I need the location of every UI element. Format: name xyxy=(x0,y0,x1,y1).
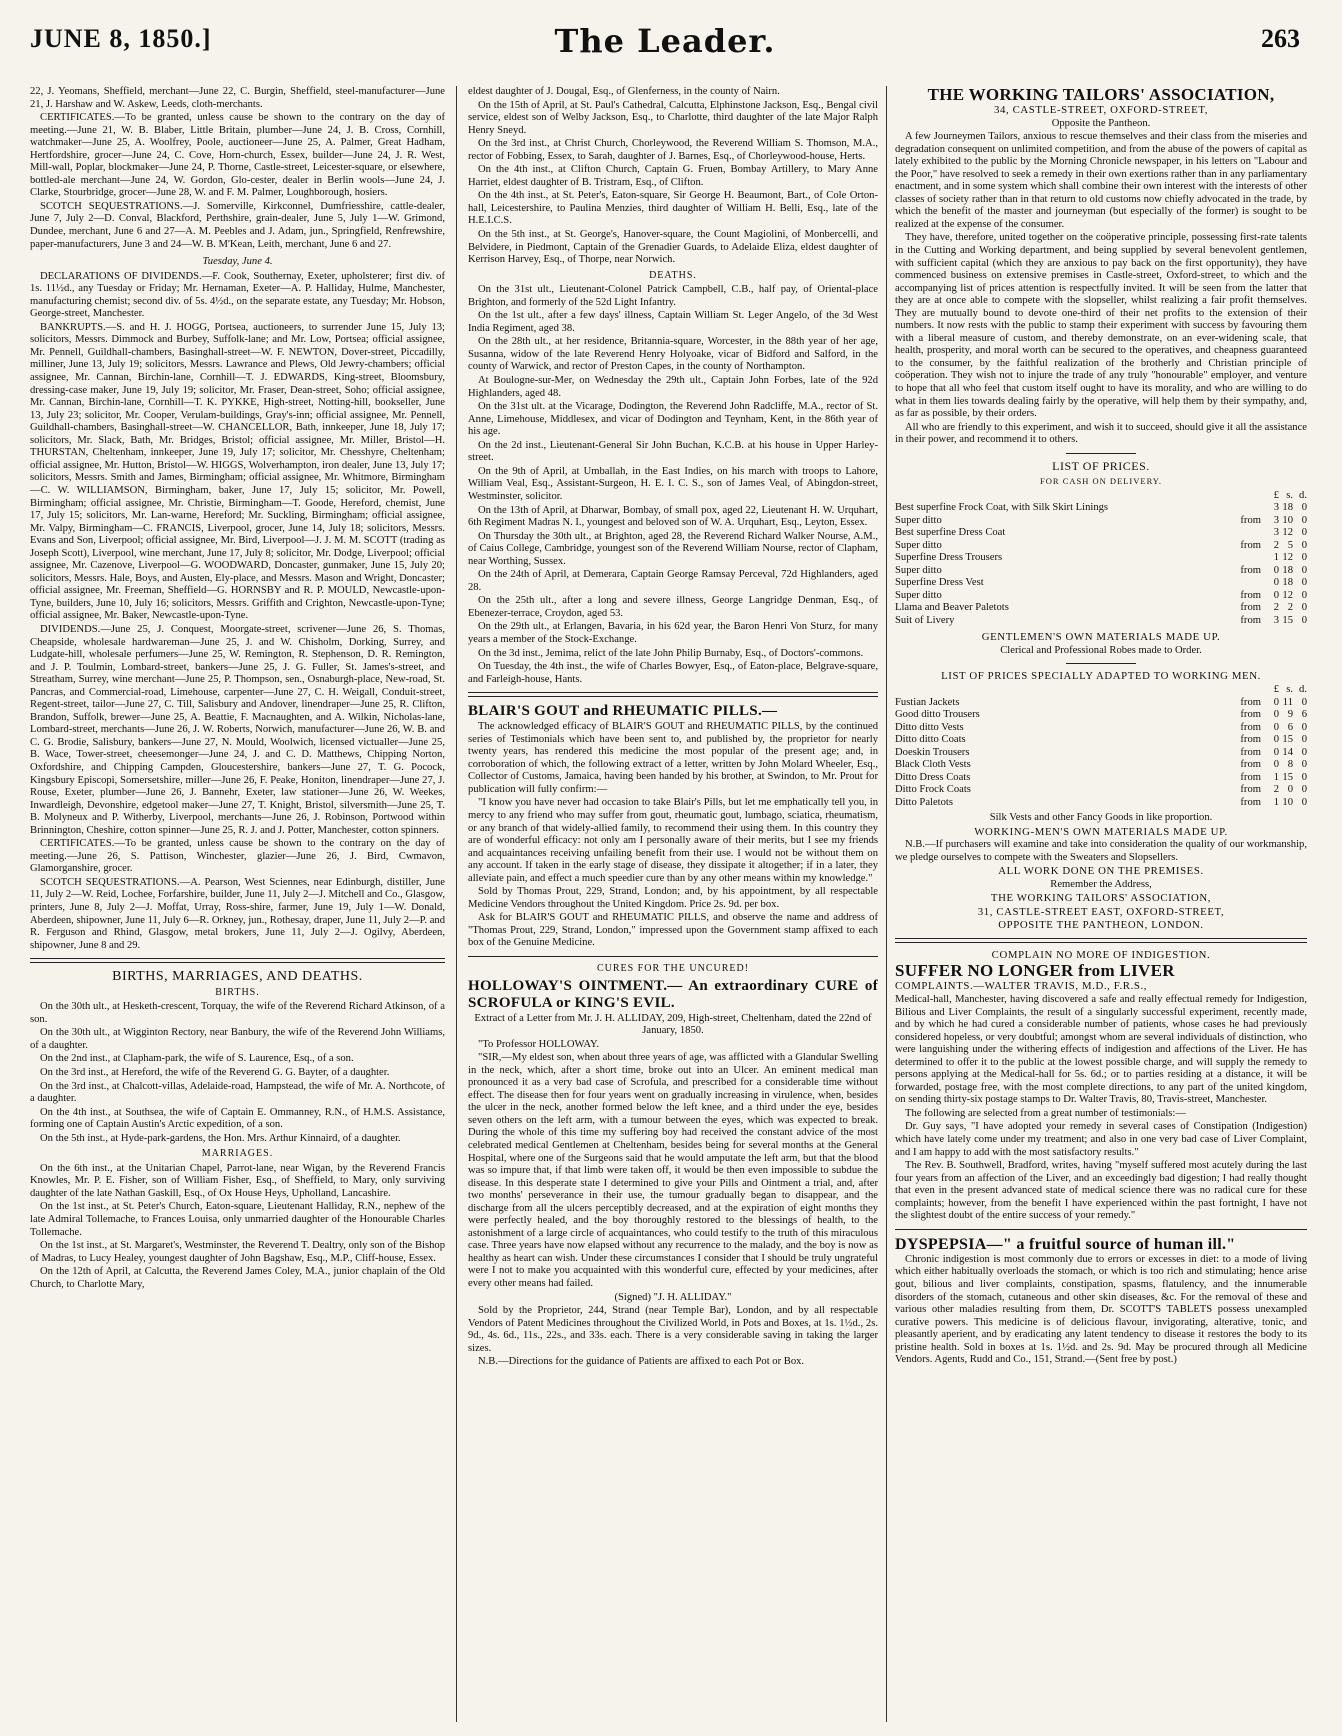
price-from: from xyxy=(1240,759,1261,770)
bankrupts-paragraph: BANKRUPTS.—S. and H. J. HOGG, Portsea, auctioneers, to surrender June 15, July 13; solicitors, Messrs. Dimmock and Burbey, Suffolk-lane; and Mr. Low, Portsea; official assignee, Mr. Pennell, Guildhall-chambers, Basinghall-street—W. F. NEWTON, Dover-street, Piccadilly, milliner, June 13, July 19; solicitors, Messrs. Lawrance and Plews, Old Jewry-chambers; official assignee, Mr. Cannan, Birchin-lane, Cornhill—T. J. EDWARDS, King-street, Bloomsbury, dressing-case maker, June 19, July 19; solicitor, Mr. Fraser, Dean-street, Soho; official assignee, Mr. Cannan, Birchin-lane, Cornhill—T. K. PYKKE, High-street, Notting-hill, bookseller, June 13, July 23; solicitor, Mr. Cooper, Verulam-buildings, Gray's-inn; official assignee, Mr. Pennell, Guildhall-chambers, Basinghall-street—W. CHANCELLOR, Bath, innkeeper, June 18, July 17; solicitors, Mr. Slack, Bath, Mr. Bridges, Bristol; official assignee, Mr. Miller, Bristol—H. THURSTAN, Cheltenham, innkeeper, June 19, July 17; solicitor, Mr. Chesshyre, Cheltenham; official assignee, Mr. Hutton, Bristol—W. HIGGS, Wolverhampton, iron dealer, June 13, July 17; solicitors, Messrs. Smith and James, Birmingham; official assignee, Mr. Whitmore, Birmingham—C. W. WILLIAMSON, Birmingham, baker, June 17, July 15; solicitor, Mr. Powell, Birmingham; official assignee, Mr. Christie, Birmingham—T. Goode, Hereford, chemist, June 17, July 15; solicitors, Mr. Lan-warne, Hereford; Mr. Suckling, Birmingham; official assignee, Mr. Valpy, Birmingham—C. FRANCIS, Liverpool, grocer, June 14, July 18; solicitors, Messrs. Evans and Son, Liverpool; official assignee, Mr. Bird, Liverpool—J. J. M. M. SCOTT (trading as Joseph Scott), Liverpool, wine merchant, June 17, July 8; solicitor, Mr. Dodge, Liverpool; official assignee, Mr. Cazenove, Liverpool—G. WOODWARD, Doncaster, gunmaker, June 15, July 20; solicitors, Messrs. Hale, Boys, and Austen, Ely-place, and Messrs. Mason and Wright, Doncaster; official assignee, Mr. Freeman, Sheffield—G. HORNSBY and R. P. MOULD, Newcastle-upon-Tyne, builders, June 10, July 16; solicitors, Messrs. Griffith and Crighton, Newcastle-upon-Tyne; official assignee, Mr. Baker, Newcastle-upon-Tyne. xyxy=(30,321,445,622)
death-notice: On the 31st ult., Lieutenant-Colonel Patrick Campbell, C.B., half pay, of Oriental-place Brighton, and formerly of the 52d Light Infantry. xyxy=(468,284,878,308)
price-pounds: 0 xyxy=(1273,709,1279,720)
price-row xyxy=(895,722,1307,735)
scotch-sequestrations-paragraph: SCOTCH SEQUESTRATIONS.—A. Pearson, West Sciennes, near Edinburgh, distiller, June 11, July 2—W. Reid, Lochee, Forfarshire, builder, June 11, July 2—J. Mitchell and Co., Glasgow, printers, June 8, July 2—J. Moffat, Urray, Ross-shire, farmer, June 19, July 1—W. Donald, Aberdeen, shipowner, June 11, July 6—R. Orkney, jun., Rothesay, draper, June 11, July 2—P. and R. Ferguson and Rhind, Glasgow, metal brokers, June 11, July 2—J. Ogilvy, Aberdeen, shipowner, June 8 and 29. xyxy=(30,876,445,951)
certificates-paragraph: CERTIFICATES.—To be granted, unless cause be shown to the contrary on the day of meeting.—June 21, W. B. Blaber, Little Britain, plumber—June 24, J. B. Cross, Cornhill, watchmaker—June 25, A. Woolfrey, Poole, auctioneer—June 25, A. Palmer, Great Hadham, Hertfordshire, grocer—June 24, C. Cove, Horn-church, Essex, builder—June 24, J. R. West, Mill-wall, Poplar, blockmaker—June 24, P. Thorne, Castle-street, Leicester-square, or elsewhere, bottled-ale merchant—June 24, W. Gordon, Glo-cester, dealer in Berlin wools—June 24, J. Clarke, Stourbridge, grocer—June 28, W. and F. M. Palmer, Loughborough, hosiers. xyxy=(30,112,445,199)
price-item: Superfine Dress Trousers xyxy=(895,552,1003,564)
liver-advert-subheading: COMPLAINTS.—WALTER TRAVIS, M.D., F.R.S., xyxy=(895,980,1148,993)
price-item: Super ditto xyxy=(895,564,942,576)
short-rule xyxy=(1066,453,1136,454)
newspaper-title: The Leader. xyxy=(554,22,776,60)
dyspepsia-advert-heading: DYSPEPSIA—" a fruitful source of human ill." xyxy=(895,1235,1236,1253)
death-notice: At Boulogne-sur-Mer, on Wednesday the 29th ult., Captain John Forbes, late of the 92d Highlanders, aged 48. xyxy=(468,375,878,399)
price-row xyxy=(895,759,1307,772)
death-notice: On the 3d inst., Jemima, relict of the late John Philip Burnaby, Esq., of Doctors'-commons. xyxy=(478,647,864,659)
births-heading: BIRTHS. xyxy=(215,986,260,998)
price-pence: 0 xyxy=(1301,514,1307,526)
marriage-notice: On the 12th of April, at Calcutta, the Reverend James Coley, M.A., junior chaplain of the Old Church, to Charlotte Mary, xyxy=(30,1266,445,1290)
price-pounds: 0 xyxy=(1273,759,1279,770)
price-pounds: 0 xyxy=(1273,589,1279,601)
price-header-row xyxy=(895,490,1307,503)
price-item: Superfine Dress Vest xyxy=(895,577,984,589)
price-list-heading: LIST OF PRICES. xyxy=(1052,458,1150,473)
price-shillings: 10 xyxy=(1282,514,1293,526)
price-shillings: 14 xyxy=(1282,746,1293,758)
price-shillings: 5 xyxy=(1287,539,1293,551)
advert-rule xyxy=(468,956,878,957)
price-row xyxy=(895,602,1307,615)
price-item: Black Cloth Vests xyxy=(895,759,971,770)
price-from: from xyxy=(1240,796,1261,808)
holloway-extract: Extract of a Letter from Mr. J. H. ALLIDAY, 209, High-street, Cheltenham, dated the 22nd of January, 1850. xyxy=(474,1012,872,1037)
blair-advert-heading: BLAIR'S GOUT and RHEUMATIC PILLS.— xyxy=(468,703,778,720)
price-row xyxy=(895,552,1307,565)
price-pence: 0 xyxy=(1301,577,1307,589)
short-rule xyxy=(1066,663,1136,664)
liver-advert-text: Medical-hall, Manchester, having discovered a safe and really effectual remedy for Indigestion, Bilious and Liver Complaints, the result of a singularly successful experiment, recently made, and by which he had cured a considerable number of patients, whose cases he had previously considered hopeless, or very doubtful; amongst whom are several individuals of distinction, who were languishing under the withering effects of indigestion and affections of the Liver. He has determined to offer it to the public at the lowest possible charge, and will supply the remedy to persons applying at the Medical-hall for 5s. 6d.; or to parties residing at a distance, it will be forwarded, postage free, with the most complete directions, to any part of the united kingdom, on sending thirty-six postage stamps to Dr. Walter Travis, 80, Travis-street, Manchester. xyxy=(895,994,1307,1106)
column-3 xyxy=(895,86,1307,1722)
working-price-heading: LIST OF PRICES SPECIALLY ADAPTED TO WORKING MEN. xyxy=(941,670,1261,683)
death-notice: On the 25th ult., after a long and severe illness, George Langridge Denman, Esq., of Ebenezer-terrace, Croydon, aged 53. xyxy=(468,595,878,619)
birth-notice: On the 2nd inst., at Clapham-park, the wife of S. Laurence, Esq., of a son. xyxy=(40,1053,354,1065)
price-col-header: s. xyxy=(1286,684,1293,695)
price-row xyxy=(895,709,1307,722)
marriage-notice: On the 1st inst., at St. Margaret's, Westminster, the Reverend T. Dealtry, only son of the Bishop of Madras, to Lucy Healey, youngest daughter of John Bagshaw, Esq., M.P., Cliff-house, Essex. xyxy=(30,1240,445,1264)
price-row xyxy=(895,615,1307,628)
price-from: from xyxy=(1240,734,1261,745)
price-item: Best superfine Frock Coat, with Silk Skirt Linings xyxy=(895,502,1109,514)
price-row xyxy=(895,527,1307,540)
price-shillings: 12 xyxy=(1282,527,1293,539)
price-from: from xyxy=(1240,709,1261,720)
price-from: from xyxy=(1240,589,1261,601)
price-from: from xyxy=(1240,784,1261,795)
remember-address: Remember the Address, xyxy=(1050,878,1152,890)
address-line: 31, CASTLE-STREET EAST, OXFORD-STREET, xyxy=(977,905,1225,918)
price-pounds: 0 xyxy=(1273,746,1279,758)
address-line: THE WORKING TAILORS' ASSOCIATION, xyxy=(990,892,1212,905)
price-shillings: 12 xyxy=(1282,589,1293,601)
column-rule xyxy=(886,86,887,1722)
price-from: from xyxy=(1240,602,1261,614)
price-row xyxy=(895,772,1307,785)
address-line: OPPOSITE THE PANTHEON, LONDON. xyxy=(998,919,1204,932)
price-item: Best superfine Dress Coat xyxy=(895,527,1006,539)
price-from xyxy=(1227,502,1265,515)
holloway-salutation: "To Professor HOLLOWAY. xyxy=(478,1038,599,1050)
price-shillings: 18 xyxy=(1282,502,1293,514)
price-col-header: d. xyxy=(1299,684,1307,695)
price-from: from xyxy=(1240,696,1261,708)
price-row xyxy=(895,697,1307,710)
testimonial: Dr. Guy says, "I have adopted your remedy in several cases of Constipation (Indigestion) which have lately come under my treatment; and also in one very bad case of Liver Complaint, and I am happy to add with the most satisfactory results." xyxy=(895,1121,1307,1158)
price-pence: 0 xyxy=(1301,771,1307,783)
price-col-header: £ xyxy=(1273,489,1279,501)
price-from: from xyxy=(1240,564,1261,576)
price-from xyxy=(1227,527,1265,540)
liver-advert-heading: SUFFER NO LONGER from LIVER xyxy=(895,961,1175,981)
price-pounds: 3 xyxy=(1273,527,1279,539)
price-from: from xyxy=(1240,614,1261,626)
price-pounds: 0 xyxy=(1273,564,1279,576)
price-shillings: 10 xyxy=(1282,796,1293,808)
certificates-paragraph: CERTIFICATES.—To be granted, unless cause be shown to the contrary on the day of meeting.—June 26, S. Pattison, Winchester, glazier—June 26, J. Bird, Cwmavon, Glamorganshire, grocer. xyxy=(30,838,445,875)
indigestion-heading: COMPLAIN NO MORE OF INDIGESTION. xyxy=(991,948,1211,961)
marriage-notice: On the 6th inst., at the Unitarian Chapel, Parrot-lane, near Wigan, by the Reverend Francis Knowles, Mr. P. E. Fisher, son of William Fisher, Esq., of Sheffield, to Mary, only surviving daughter of the late Nathan Gaskill, Esq., of Ox House Heys, Upholland, Lancashire. xyxy=(30,1162,445,1199)
price-pounds: 2 xyxy=(1273,539,1279,551)
holloway-sold: Sold by the Proprietor, 244, Strand (near Temple Bar), London, and by all respectable Vendors of Patent Medicines throughout the Civilized World, in Pots and Boxes, at 1s. 1½d., 2s. 9d., 4s. 6d., 11s., 22s., and 33s. each. There is a very considerable saving in taking the larger sizes. xyxy=(468,1305,878,1354)
price-pounds: 3 xyxy=(1273,614,1279,626)
section-rule xyxy=(30,958,445,963)
price-row xyxy=(895,540,1307,553)
price-pounds: 1 xyxy=(1273,771,1279,783)
birth-notice: On the 3rd inst., at Hereford, the wife of the Reverend G. G. Bayter, of a daughter. xyxy=(40,1067,390,1079)
price-shillings: 8 xyxy=(1287,759,1293,770)
price-pounds: 2 xyxy=(1273,602,1279,614)
column-rule xyxy=(456,86,457,1722)
price-pounds: 0 xyxy=(1273,734,1279,745)
price-from: from xyxy=(1240,721,1261,733)
death-notice: On Thursday the 30th ult., at Brighton, aged 28, the Reverend Richard Walker Nourse, A.M., of Caius College, Cambridge, youngest son of the Reverend William Nourse, rector of Clapham, near Worthing, Sussex. xyxy=(468,530,878,567)
masthead xyxy=(30,22,1300,58)
price-shillings: 18 xyxy=(1282,577,1293,589)
birth-notice: On the 30th ult., at Wigginton Rectory, near Banbury, the wife of the Reverend John Williams, of a daughter. xyxy=(30,1027,445,1051)
cures-heading: CURES FOR THE UNCURED! xyxy=(596,963,750,974)
price-pence: 0 xyxy=(1301,746,1307,758)
price-pence: 0 xyxy=(1301,502,1307,514)
price-pence: 0 xyxy=(1301,602,1307,614)
section-heading: BIRTHS, MARRIAGES, AND DEATHS. xyxy=(112,969,363,985)
blair-advert-quote: "I know you have never had occasion to take Blair's Pills, but let me emphatically tell you, in mercy to any friend who may suffer from gout, rheumatic gout, lumbago, sciatica, rheumatism, or any branch of that widely-allied family, to recommend their using them. In this country they are of wonderful efficacy: not only am I personally aware of their merits, but I see my friends and acquaintances receiving unfailing benefit from their use. I would not be without them on any account. If taken in the early stage of disease, they dissipate it altogether; if in a later, they alleviate pain, and effect a much speedier cure than by any other means within my knowledge." xyxy=(468,797,878,884)
price-pence: 0 xyxy=(1301,696,1307,708)
price-pence: 0 xyxy=(1301,564,1307,576)
price-from: from xyxy=(1240,539,1261,551)
issue-date: JUNE 8, 1850.] xyxy=(30,24,212,53)
price-pence: 0 xyxy=(1301,614,1307,626)
price-pence: 0 xyxy=(1301,552,1307,564)
price-row xyxy=(895,590,1307,603)
price-item: Ditto Dress Coats xyxy=(895,771,971,783)
testimonial: The Rev. B. Southwell, Bradford, writes, having "myself suffered most acutely during the last four years from an affection of the Liver, and an exceedingly bad digestion; I had really thought that even in the present advanced state of medical science there was no radical cure for these complaints; however, from the benefit I have experienced within the past fortnight, I have not the slightest doubt of the entire success of your remedy." xyxy=(895,1160,1307,1222)
price-from: from xyxy=(1240,771,1261,783)
birth-notice: On the 5th inst., at Hyde-park-gardens, the Hon. Mrs. Arthur Kinnaird, of a daughter. xyxy=(40,1132,401,1144)
silk-vests-note: Silk Vests and other Fancy Goods in like proportion. xyxy=(989,812,1213,823)
death-notice: On Tuesday, the 4th inst., the wife of Charles Bowyer, Esq., of Eaton-place, Belgrave-square, and Farleigh-house, Hants. xyxy=(468,661,878,685)
deaths-heading: DEATHS. xyxy=(649,269,697,281)
blair-advert-text: The acknowledged efficacy of BLAIR'S GOUT and RHEUMATIC PILLS, by the continued series of Testimonials which have been sent to, and published by, the proprietor for nearly twenty years, has rendered this medicine the most popular of the present age; and, in corroboration of which, the following extract of a letter, written by John Molard Wheeler, Esq., Collector of Customs, Jamaica, having been handed by his brother, at Swindon, to Mr. Prout for publication will fully confirm:— xyxy=(468,721,878,795)
advert-rule xyxy=(895,938,1307,943)
holloway-advert-heading: HOLLOWAY'S OINTMENT.— An extraordinary CURE of SCROFULA or KING'S EVIL. xyxy=(468,977,878,1011)
price-row xyxy=(895,747,1307,760)
column-1 xyxy=(30,86,445,1722)
death-notice: On the 2d inst., Lieutenant-General Sir John Buchan, K.C.B. at his house in Upper Harley-street. xyxy=(468,439,878,464)
gentlemen-materials: GENTLEMEN'S OWN MATERIALS MADE UP. xyxy=(981,631,1221,644)
price-shillings: 0 xyxy=(1287,784,1293,795)
price-col-header: £ xyxy=(1273,684,1279,695)
marriage-notice: On the 4th inst., at St. Peter's, Eaton-square, Sir George H. Beaumont, Bart., of Cole Orton-hall, Leicestershire, to Paulina Menzies, third daughter of William H. Belli, Esq., late of the H.E.I.C.S. xyxy=(468,190,878,227)
blair-advert-sold: Sold by Thomas Prout, 229, Strand, London; and, by his appointment, by all respectable Medicine Vendors throughout the United Kingdom. Price 2s. 9d. per box. xyxy=(468,886,878,910)
marriage-notice: On the 15th of April, at St. Paul's Cathedral, Calcutta, Elphinstone Jackson, Esq., Bengal civil service, eldest son of Welby Jackson, Esq., to Charlotte, third daughter of the late Major Ralph Henry Sneyd. xyxy=(468,99,878,136)
price-pence: 0 xyxy=(1301,784,1307,795)
price-col-header: d. xyxy=(1299,489,1307,501)
dyspepsia-advert-text: Chronic indigestion is most commonly due to errors or excesses in diet: to a mode of living which either habitually overloads the stomach, or which is too rich and stimulating; hence arise gout, bilious and liver complaints, constipation, spasms, flatulency, and the innumerable disorders of the stomach, cutaneous and other skin diseases, &c. For the removal of these and various other maladies resulting from them, Dr. SCOTT'S TABLETS possess unexampled curative powers. This medicine is of delicious flavour, invigorating, alterative, tonic, and pleasantly aperient, and by eradicating any latent tendency to disease it restores the body to its pristine health. Sold in boxes at 1s. 1½d. and 2s. 9d. May be procured through all Medicine Vendors. Agents, Rudd and Co., 151, Strand.—(Sent free by post.) xyxy=(895,1253,1307,1366)
price-item: Super ditto xyxy=(895,539,942,551)
death-notice: On the 28th ult., at her residence, Britannia-square, Worcester, in the 88th year of her age, Susanna, widow of the late Reverend Henry Holyoake, vicar of Bidford and Salford, in the county of Warwick, and rector of Preston Capes, in the county of Northampton. xyxy=(468,336,878,373)
column-2 xyxy=(468,86,878,1722)
price-pounds: 3 xyxy=(1273,502,1279,514)
price-pounds: 0 xyxy=(1273,721,1279,733)
price-row xyxy=(895,797,1307,810)
working-price-table xyxy=(895,684,1307,809)
price-pence: 0 xyxy=(1301,539,1307,551)
holloway-letter: "SIR,—My eldest son, when about three years of age, was afflicted with a Glandular Swelling in the neck, which, after a short time, broke out into an Ulcer. An eminent medical man pronounced it as a very bad case of Scrofula, and prescribed for a considerable time without effect. The disease then for four years went on gradually increasing in virulence, when, besides the ulcer in the neck, another formed below the left knee, and a third under the eye, besides seven others on the left arm, with a tumour between the eyes, which was expected to break. During the whole of this time my suffering boy had received the constant advice of the most celebrated medical Gentlemen at Cheltenham, besides being for several months at the General Hospital, where one of the Surgeons said that he would amputate the left arm, but that the blood was so impure that, if that limb were taken off, it would be then even impossible to subdue the disease. In this desperate state I determined to give your Pills and Ointment a trial, and, after two months' perseverance in their use, the tumour gradually began to disappear, and the discharge from all the ulcers perceptibly decreased, and at the expiration of eight months they were perfectly healed, and the boy thoroughly restored to the blessings of health, to the astonishment of a large circle of acquaintances, who could testify to the truth of this miraculous case. Three years have now elapsed without any recurrence to the malady, and the boy is now as healthy as heart can wish. Under these circumstances I consider that I should be truly ungrateful were I not to make you acquainted with this wonderful cure, effected by your medicines, after every other means had failed. xyxy=(468,1052,878,1290)
price-item: Ditto ditto Coats xyxy=(895,734,966,745)
price-from xyxy=(1227,552,1265,565)
date-subheading: Tuesday, June 4. xyxy=(202,256,273,268)
tailors-opposite: Opposite the Pantheon. xyxy=(1051,117,1151,129)
price-shillings: 15 xyxy=(1282,734,1293,745)
marriages-heading: MARRIAGES. xyxy=(201,1148,274,1160)
price-row xyxy=(895,577,1307,590)
price-item: Ditto Paletots xyxy=(895,796,953,808)
death-notice: On the 24th of April, at Demerara, Captain George Ramsay Perceval, 72d Highlanders, aged 28. xyxy=(468,569,878,593)
gazette-paragraph: 22, J. Yeomans, Sheffield, merchant—June 22, C. Burgin, Sheffield, steel-manufacturer—June 21, J. Harshaw and W. Askew, Leeds, cloth-merchants. xyxy=(30,86,445,110)
price-shillings: 9 xyxy=(1287,709,1293,720)
price-table xyxy=(895,490,1307,628)
price-shillings: 2 xyxy=(1287,602,1293,614)
death-notice: On the 29th ult., at Erlangen, Bavaria, in his 62d year, the Baron Henri Von Sturz, for many years a member of the Stock-Exchange. xyxy=(468,621,878,645)
death-notice: On the 13th of April, at Dharwar, Bombay, of small pox, aged 22, Lieutenant H. W. Urquhart, 6th Regiment Madras N. I., youngest and beloved son of W. A. Urquhart, Esq., Leyton, Essex. xyxy=(468,504,878,529)
price-pounds: 0 xyxy=(1273,696,1279,708)
price-shillings: 18 xyxy=(1282,564,1293,576)
price-shillings: 11 xyxy=(1282,696,1293,708)
price-item: Super ditto xyxy=(895,514,942,526)
marriage-notice: On the 5th inst., at St. George's, Hanover-square, the Count Magiolini, of Monbercelli, and Belvidere, in Piedmont, Captain of the Grenadier Guards, to Adelaide Eliza, eldest daughter of Kerrison Harvey, Esq., of Thorpe, near Norwich. xyxy=(468,229,878,266)
price-shillings: 12 xyxy=(1282,552,1293,564)
clerical-robes: Clerical and Professional Robes made to Order. xyxy=(1000,644,1202,656)
price-pounds: 1 xyxy=(1273,552,1279,564)
price-item: Super ditto xyxy=(895,589,942,601)
birth-notice: On the 3rd inst., at Chalcott-villas, Adelaide-road, Hampstead, the wife of Mr. A. Northcote, of a daughter. xyxy=(30,1080,445,1105)
page-number: 263 xyxy=(1261,24,1300,53)
tailors-paragraph: They have, therefore, united together on the coöperative principle, possessing first-rate talents in the Cutting and Working department, and being supplied by several benevolent gentlemen, with sufficient capital (which they are anxious to pay back on the first opportunity), they have commenced business on extensive premises in Castle-street, Oxford-street, to which and the accompanying list of prices attention is respectfully invited. It will be seen from the latter that they are at once able to compete with the slopseller, whilst realizing a fair profit themselves. They are mutually bound to devote one-third of their net profits to the extension of their numbers. It now rests with the public to stamp their experiment with success by favouring them with a liberal measure of custom, and thereby demonstrate, on an ever-widening scale, that health, prosperity, and moral worth can be secured to the operatives, and cheapness guaranteed to the consumer, by the faithful realization of the brotherly and Christian principle of coöperation. They wish not to injure the trade of any truly "honourable" employer, and venture to hope that all who feel that custom itself ought to have its morality, and who are willing to do what in them lies towards dealing fairly by the operative, will help them by their sympathy, and, as far as possible, by their orders. xyxy=(895,232,1307,420)
price-row xyxy=(895,515,1307,528)
price-pence: 6 xyxy=(1301,709,1307,720)
price-shillings: 6 xyxy=(1287,721,1293,733)
scotch-sequestrations-paragraph: SCOTCH SEQUESTRATIONS.—J. Somerville, Kirkconnel, Dumfriesshire, cattle-dealer, June 7, July 2—D. Conval, Blackford, Perthshire, grain-dealer, June 5, July 1—W. Grimond, Dundee, merchant, June 6 and 27—A. M. Peebles and J. Adam, jun., Springfield, Renfrewshire, paper-manufacturers, June 3 and 24—W. B. M'Kean, Leith, merchant, June 6 and 27. xyxy=(30,200,445,250)
price-pounds: 0 xyxy=(1273,577,1279,589)
all-work-note: ALL WORK DONE ON THE PREMISES. xyxy=(998,865,1204,878)
marriage-notice: On the 3rd inst., at Christ Church, Chorleywood, the Reverend William S. Thomson, M.A., rector of Fobbing, Essex, to Sarah, daughter of J. Barnes, Esq., of Chorleywood-house, Herts. xyxy=(468,138,878,162)
price-pence: 0 xyxy=(1301,734,1307,745)
dividends-paragraph: DIVIDENDS.—June 25, J. Conquest, Moorgate-street, scrivener—June 26, S. Thomas, Cheapside, wholesale hardwareman—June 25, J. and W. Chisholm, Dorking, Surrey, and Ludgate-hill, wholesale perfumers—June 25, W. Remington, R. Stephenson, D. R. Remington, and J. P. Toulmin, Lombard-street, bankers—June 25, J. G. Fuller, St. James's-street, and Streatham, Surrey, wine merchant—June 25, P. Thompson, sen., Osnaburgh-place, New-road, St. Pancras, and Commercial-road, Limehouse, carpenter—June 27, C. H. Weigall, Conduit-street, Regent-street, tailor—June 27, C. Till, Salisbury and Andover, linendraper—June 25, R. Clifton, Brandon, Suffolk, brewer—June 25, A. Beattie, F. Macnaughten, and A. Wilkin, Nicholas-lane, Lombard-street, merchants—June 26, J. W. Roberts, Norwich, manufacturer—June 26, W. B. and C. G. Brodie, Salisbury, bankers—June 27, N. Mould, Woolwich, licensed victualler—June 25, B. Wace, Tower-street, cheesemonger—June 24, J. and C. D. Matthews, Chipping Norton, Oxfordshire, and Chipping Campden, Gloucestershire, bankers—June 27, T. G. Pocock, Kingsbury Episcopi, Somersetshire, miller—June 26, F. Peake, Honiton, linendraper—June 27, J. Rouse, Exeter, plumber—June 26, J. Bannehr, Exeter, law stationer—June 26, W. Weekes, Inwardleigh, Devonshire, edgetool maker—June 27, T. Knight, Bristol, silversmith—June 25, T. B. Molyneux and P. Witherby, Liverpool, merchants—June 26, J. Robinson, Portwood within Brinnington, Cheshire, cotton spinner—June 25, R. J. and J. Potter, Manchester, cotton spinners. xyxy=(30,623,445,836)
price-from: from xyxy=(1240,514,1261,526)
price-item: Llama and Beaver Paletots xyxy=(895,602,1009,614)
nb-paragraph: N.B.—If purchasers will examine and take into consideration the quality of our workmanship, we pledge ourselves to compete with the Sweaters and Slopsellers. xyxy=(895,839,1307,863)
price-pence: 0 xyxy=(1301,796,1307,808)
price-pence: 0 xyxy=(1301,527,1307,539)
price-pence: 0 xyxy=(1301,589,1307,601)
holloway-directions: N.B.—Directions for the guidance of Patients are affixed to each Pot or Box. xyxy=(478,1356,805,1368)
price-row xyxy=(895,565,1307,578)
marriage-notice: On the 4th inst., at Clifton Church, Captain G. Fruen, Bombay Artillery, to Mary Anne Harriet, eldest daughter of B. Tristram, Esq., of Clifton. xyxy=(468,164,878,188)
tailors-paragraph: All who are friendly to this experiment, and wish it to succeed, should give it all the assistance in their power, and recommend it to others. xyxy=(895,421,1307,446)
blair-advert-ask: Ask for BLAIR'S GOUT and RHEUMATIC PILLS, and observe the name and address of "Thomas Prout, 229, Strand, London," impressed upon the Government stamp affixed to each box of the Genuine Medicine. xyxy=(468,912,878,949)
price-shillings: 15 xyxy=(1282,771,1293,783)
price-row xyxy=(895,734,1307,747)
price-pounds: 2 xyxy=(1273,784,1279,795)
price-row xyxy=(895,784,1307,797)
price-col-header: s. xyxy=(1286,489,1293,501)
price-row xyxy=(895,502,1307,515)
price-pounds: 1 xyxy=(1273,796,1279,808)
price-header-row xyxy=(895,684,1307,697)
price-pence: 0 xyxy=(1301,721,1307,733)
testimonials-intro: The following are selected from a great number of testimonials:— xyxy=(905,1107,1186,1119)
price-from: from xyxy=(1240,746,1261,758)
holloway-signature: (Signed) "J. H. ALLIDAY." xyxy=(614,1291,732,1303)
birth-notice: On the 4th inst., at Southsea, the wife of Captain E. Ommanney, R.N., of H.M.S. Assistance, forming one of Captain Austin's Arctic expedition, of a son. xyxy=(30,1106,445,1131)
working-men-materials: WORKING-MEN'S OWN MATERIALS MADE UP. xyxy=(974,825,1228,838)
death-notice: On the 9th of April, at Umballah, in the East Indies, on his march with troops to Lahore, William Veal, Esq., Assistant-Surgeon, H. E. I. C. S., son of James Veal, of Abingdon-street, Westminster, solicitor. xyxy=(468,465,878,502)
death-notice: On the 31st ult. at the Vicarage, Dodington, the Reverend John Radcliffe, M.A., rector of St. Anne, Limehouse, Middlesex, and vicar of Dodington and Teynham, Kent, in the 86th year of his age. xyxy=(468,401,878,438)
price-item: Fustian Jackets xyxy=(895,696,960,708)
price-list-subheading: FOR CASH ON DELIVERY. xyxy=(1040,476,1162,487)
price-item: Ditto Frock Coats xyxy=(895,784,971,795)
declarations-paragraph: DECLARATIONS OF DIVIDENDS.—F. Cook, Southernay, Exeter, upholsterer; first div. of 1s. 11½d., any Tuesday or Friday; Mr. Hernaman, Exeter—A. P. Halliday, Hulme, Manchester, manufacturing chemist; second div. of 5s. 4½d., on the separate estate, any Tuesday; Mr. Hobson, George-street, Manchester. xyxy=(30,270,445,320)
tailors-address: 34, CASTLE-STREET, OXFORD-STREET, xyxy=(993,104,1209,116)
marriage-notice: On the 1st inst., at St. Peter's Church, Eaton-square, Lieutenant Halliday, R.N., nephew of the late Admiral Tollemache, to Frances Louisa, only unmarried daughter of the Honourable Charles Tollemache. xyxy=(30,1201,445,1238)
marriage-notice: eldest daughter of J. Dougal, Esq., of Glenferness, in the county of Nairn. xyxy=(468,86,780,97)
price-from xyxy=(1227,577,1265,590)
tailors-advert-heading: THE WORKING TAILORS' ASSOCIATION, xyxy=(927,86,1275,104)
price-item: Doeskin Trousers xyxy=(895,746,970,758)
advert-rule xyxy=(468,692,878,697)
price-item: Ditto ditto Vests xyxy=(895,721,964,733)
price-shillings: 15 xyxy=(1282,614,1293,626)
advert-rule xyxy=(895,1229,1307,1230)
birth-notice: On the 30th ult., at Hesketh-crescent, Torquay, the wife of the Reverend Richard Atkinson, of a son. xyxy=(30,1001,445,1025)
tailors-paragraph: A few Journeymen Tailors, anxious to rescue themselves and their class from the miseries and degradation consequent on unlimited competition, and from the abuse of the powers of capital as lately exhibited to the public by the Morning Chronicle newspaper, in his letters on "Labour and the Poor," have resolved to seek a remedy in their own exertions rather than in any parliamentary enactment, and in some system which shall combine their own interest with the interests of other classes of society rather than in that return to old customs now chiefly advocated in the trade, by which the benefit of the master and journeyman (but especially of the former) is sought to be realized at the expense of the consumer. xyxy=(895,131,1307,230)
price-pence: 0 xyxy=(1301,759,1307,770)
price-item: Good ditto Trousers xyxy=(895,709,980,720)
death-notice: On the 1st ult., after a few days' illness, Captain William St. Leger Angelo, of the 3d West India Regiment, aged 38. xyxy=(468,310,878,334)
price-pounds: 3 xyxy=(1273,514,1279,526)
price-item: Suit of Livery xyxy=(895,614,955,626)
